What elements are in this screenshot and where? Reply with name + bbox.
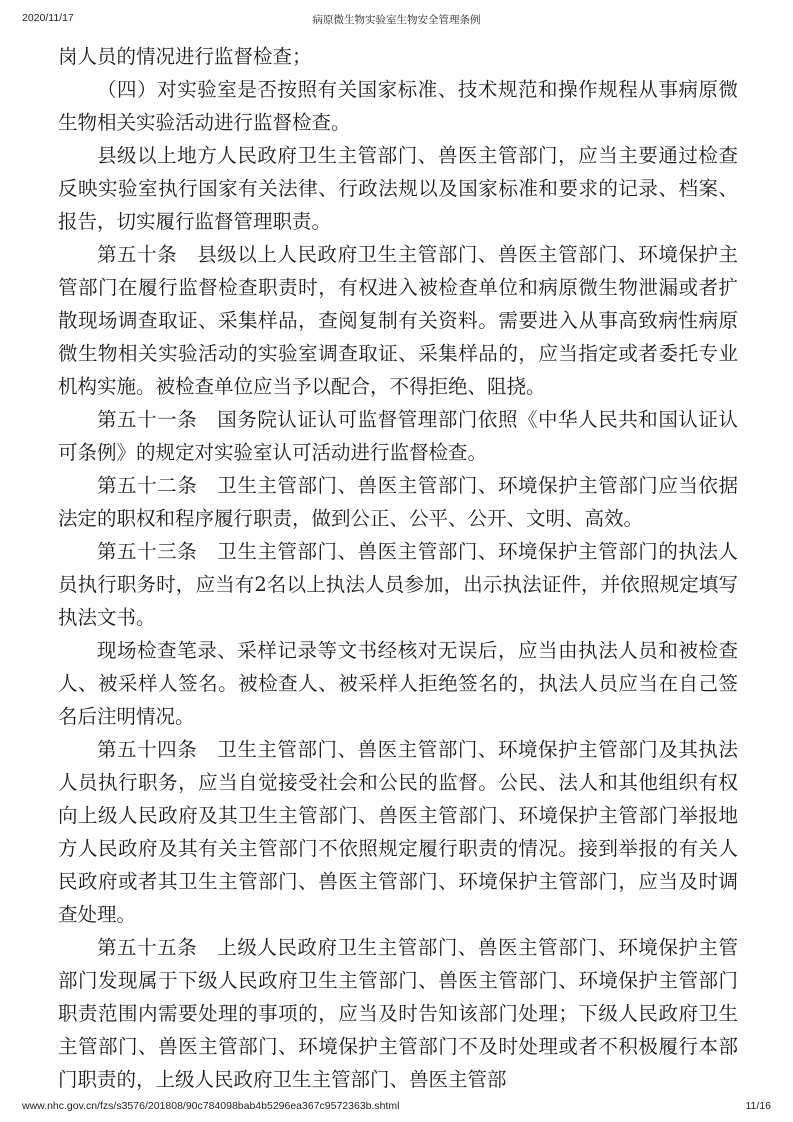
page-header bbox=[22, 12, 771, 26]
paragraph: 县级以上地方人民政府卫生主管部门、兽医主管部门，应当主要通过检查反映实验室执行国家有关法律、行政法规以及国家标准和要求的记录、档案、报告，切实履行监督管理职责。 bbox=[58, 144, 738, 233]
paragraph: 第五十一条 国务院认证认可监督管理部门依照《中华人民共和国认证认可条例》的规定对实验室认可活动进行监督检查。 bbox=[58, 408, 738, 464]
document-title: 病原微生物实验室生物安全管理条例 bbox=[312, 14, 481, 26]
paragraph: （四）对实验室是否按照有关国家标准、技术规范和操作规程从事病原微生物相关实验活动进行监督检查。 bbox=[58, 78, 738, 134]
page-url: www.nhc.gov.cn/fzs/s3576/201808/90c784098bab4b5296ea367c9572363b.shtml bbox=[22, 1100, 400, 1112]
paragraph: 第五十五条 上级人民政府卫生主管部门、兽医主管部门、环境保护主管部门发现属于下级人民政府卫生主管部门、兽医主管部门、环境保护主管部门职责范围内需要处理的事项的，应当及时告知该部门处理；下级人民政府卫生主管部门、兽医主管部门、环境保护主管部门不及时处理或者不积极履行本部门职责的，上级人民政府卫生主管部门、兽医主管部 bbox=[58, 936, 738, 1091]
page-footer bbox=[22, 1100, 771, 1114]
paragraph: 第五十三条 卫生主管部门、兽医主管部门、环境保护主管部门的执法人员执行职务时，应当有2名以上执法人员参加，出示执法证件，并依照规定填写执法文书。 bbox=[58, 540, 738, 629]
paragraph: 第五十条 县级以上人民政府卫生主管部门、兽医主管部门、环境保护主管部门在履行监督检查职责时，有权进入被检查单位和病原微生物泄漏或者扩散现场调查取证、采集样品，查阅复制有关资料。需要进入从事高致病性病原微生物相关实验活动的实验室调查取证、采集样品的，应当指定或者委托专业机构实施。被检查单位应当予以配合，不得拒绝、阻挠。 bbox=[58, 243, 738, 398]
paragraph: 现场检查笔录、采样记录等文书经核对无误后，应当由执法人员和被检查人、被采样人签名。被检查人、被采样人拒绝签名的，执法人员应当在自己签名后注明情况。 bbox=[58, 639, 738, 728]
document-body bbox=[58, 40, 738, 1096]
paragraph: 第五十四条 卫生主管部门、兽医主管部门、环境保护主管部门及其执法人员执行职务，应当自觉接受社会和公民的监督。公民、法人和其他组织有权向上级人民政府及其卫生主管部门、兽医主管部门、环境保护主管部门举报地方人民政府及其有关主管部门不依照规定履行职责的情况。接到举报的有关人民政府或者其卫生主管部门、兽医主管部门、环境保护主管部门，应当及时调查处理。 bbox=[58, 738, 738, 926]
page-number: 11/16 bbox=[745, 1100, 771, 1112]
paragraph: 岗人员的情况进行监督检查； bbox=[58, 45, 312, 68]
paragraph: 第五十二条 卫生主管部门、兽医主管部门、环境保护主管部门应当依据法定的职权和程序履行职责，做到公正、公平、公开、文明、高效。 bbox=[58, 474, 738, 530]
print-date: 2020/11/17 bbox=[22, 12, 74, 24]
